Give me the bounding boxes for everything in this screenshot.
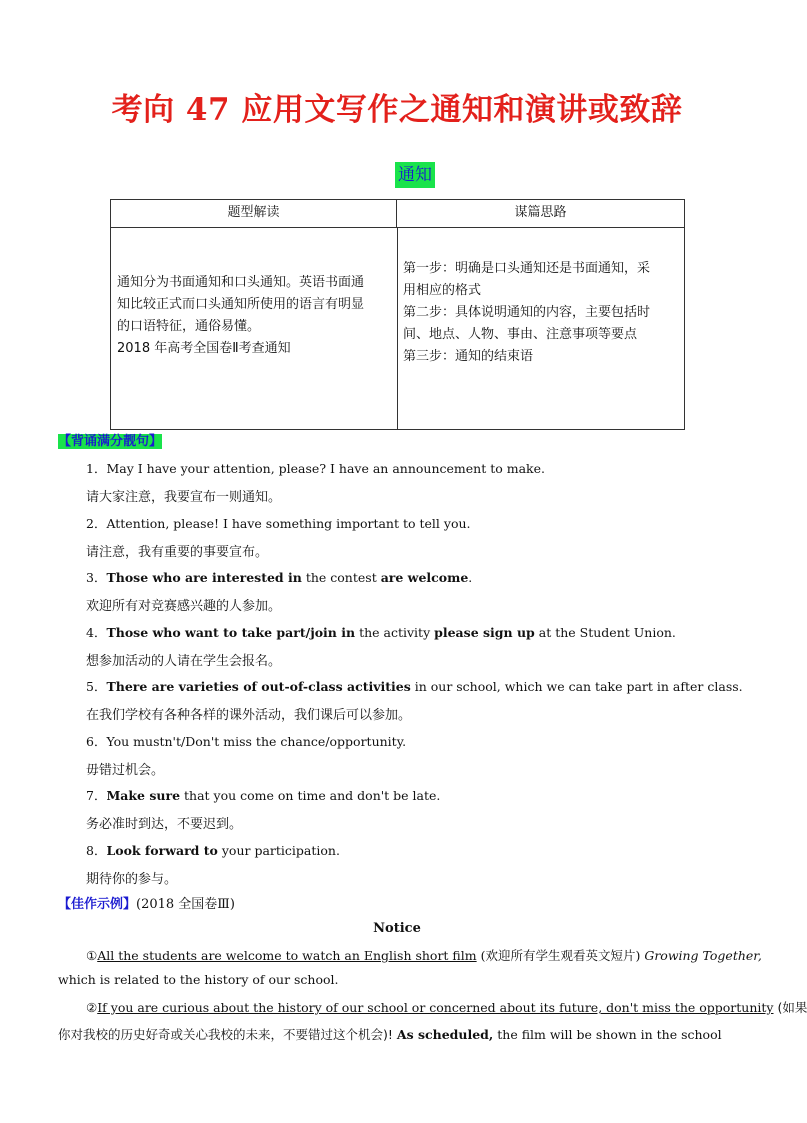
- example-source: (2018 全国卷Ⅲ): [136, 897, 235, 912]
- sentence-chinese: 请大家注意，我要宣布一则通知。: [86, 490, 282, 505]
- sentence-text: .: [468, 570, 473, 585]
- cell-line: 用相应的格式: [403, 283, 482, 298]
- cell-line: 的口语特征，通俗易懂。: [117, 319, 261, 334]
- table-header-right: 谋篇思路: [397, 200, 684, 228]
- key-phrase: There are varieties of out-of-class activities: [106, 679, 411, 694]
- sentence-english: [86, 568, 472, 586]
- notice-title: Notice: [373, 921, 421, 936]
- gloss-start: (如果: [773, 1000, 807, 1015]
- cell-line: 通知分为书面通知和口头通知。英语书面通: [117, 275, 365, 290]
- cell-line: 知比较正式而口头通知所使用的语言有明显: [117, 297, 365, 312]
- label-text: 【佳作示例】: [58, 897, 137, 912]
- sentence-chinese: 期待你的参与。: [86, 871, 178, 887]
- gloss: (欢迎所有学生观看英文短片): [476, 948, 645, 963]
- sentence-english: [86, 514, 471, 532]
- section-tag-notice: 通知: [395, 162, 435, 188]
- sentence-text: your participation.: [217, 842, 340, 858]
- sentence-chinese: 在我们学校有各种各样的课外活动，我们课后可以参加。: [86, 708, 412, 723]
- sentence-english: [86, 677, 743, 695]
- table-cell-approach: [403, 258, 681, 368]
- paragraph-1-line-1: [86, 946, 762, 964]
- circled-number: ①: [86, 948, 98, 963]
- sentence-number: 5．: [86, 679, 107, 694]
- cell-line: 2018 年高考全国卷Ⅱ考查通知: [117, 341, 291, 356]
- underlined-sentence: All the students are welcome to watch an English short film: [97, 948, 477, 963]
- sentence-chinese: 务必准时到达，不要迟到。: [86, 817, 243, 832]
- cell-line: 第二步：具体说明通知的内容，主要包括时: [403, 305, 651, 320]
- info-table: [110, 199, 685, 430]
- cell-line: 第三步：通知的结束语: [403, 349, 534, 364]
- sentence-text: in our school, which we can take part in after class.: [410, 679, 743, 694]
- table-divider: [397, 228, 398, 429]
- sentence-number: 3．: [86, 570, 107, 585]
- sentence-text: that you come on time and don't be late.: [180, 788, 441, 803]
- bold-phrase: As scheduled,: [396, 1027, 494, 1042]
- key-phrase: Those who are interested in: [106, 570, 302, 585]
- sentence-tail: the film will be shown in the school: [493, 1027, 722, 1042]
- sentence-number: 1．: [86, 461, 107, 476]
- table-header-left: 题型解读: [111, 200, 397, 228]
- key-phrase: Those who want to take part/join in: [106, 624, 356, 640]
- gloss-rest: 你对我校的历史好奇或关心我校的未来，不要错过这个机会)!: [58, 1027, 397, 1042]
- sentence-text: the contest: [301, 570, 381, 585]
- sentence-text: the activity: [355, 624, 435, 640]
- sentence-text: at the Student Union.: [534, 624, 676, 640]
- sentence-number: 7．: [86, 788, 107, 803]
- sentence-number: 8．: [86, 842, 107, 858]
- sentence-number: 6．: [86, 733, 107, 749]
- circled-number: ②: [86, 1000, 98, 1015]
- key-phrase: Look forward to: [106, 842, 218, 858]
- sentence-number: 2．: [86, 515, 107, 531]
- cell-line: 间、地点、人物、事由、注意事项等要点: [403, 327, 638, 342]
- paragraph-2-line-2: [58, 1025, 722, 1043]
- sentence-text: Attention, please! I have something important to tell you.: [106, 515, 471, 531]
- label-example: [58, 893, 235, 912]
- sentence-number: 4．: [86, 624, 107, 640]
- key-phrase: please sign up: [434, 624, 535, 640]
- sentence-chinese: 欢迎所有对竞赛感兴趣的人参加。: [86, 599, 282, 614]
- label-key-sentences: [58, 430, 162, 449]
- sentence-text: You mustn't/Don't miss the chance/opportunity.: [106, 733, 407, 749]
- label-text: 【背诵满分靓句】: [58, 434, 163, 449]
- key-phrase: are welcome: [380, 570, 469, 585]
- sentence-english: [86, 732, 406, 750]
- cell-line: 第一步：明确是口头通知还是书面通知，采: [403, 261, 651, 276]
- sentence-english: [86, 841, 340, 859]
- sentence-english: [86, 623, 676, 641]
- paragraph-1-line-2: which is related to the history of our school.: [58, 972, 339, 987]
- key-phrase: Make sure: [106, 788, 181, 803]
- sentence-chinese: 毋错过机会。: [86, 762, 165, 778]
- table-cell-interpretation: [117, 272, 391, 360]
- film-title: Growing Together,: [644, 948, 762, 963]
- sentence-chinese: 想参加活动的人请在学生会报名。: [86, 653, 282, 669]
- sentence-text: May I have your attention, please? I have an announcement to make.: [106, 461, 545, 476]
- sentence-english: [86, 459, 545, 477]
- page-title: 考向 47 应用文写作之通知和演讲或致辞: [111, 92, 683, 128]
- underlined-sentence: If you are curious about the history of our school or concerned about its future, don't miss the opportunity: [97, 1000, 774, 1015]
- paragraph-2-line-1: [86, 998, 807, 1016]
- sentence-chinese: 请注意，我有重要的事要宣布。: [86, 544, 269, 560]
- sentence-english: [86, 786, 440, 804]
